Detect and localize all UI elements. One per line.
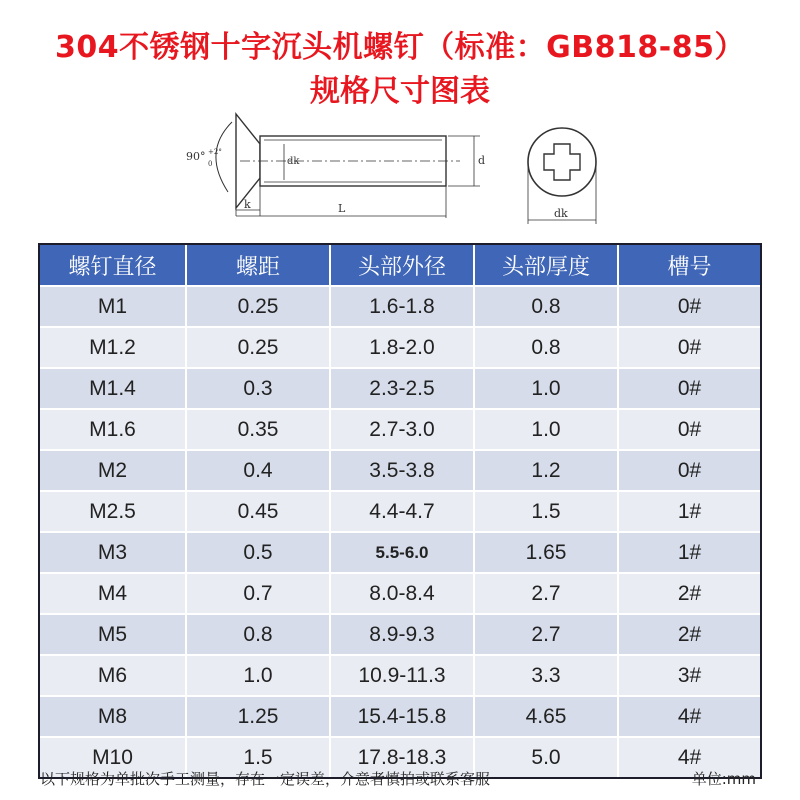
cell-slot-number: 0# [619,451,760,492]
cell-pitch: 0.45 [187,492,331,533]
cell-head-diameter: 15.4-15.8 [331,697,475,738]
cell-head-diameter: 2.3-2.5 [331,369,475,410]
cell-pitch: 1.25 [187,697,331,738]
table-row [40,615,760,656]
cell-diameter: M2.5 [40,492,187,533]
cell-head-diameter: 3.5-3.8 [331,451,475,492]
cell-diameter: M8 [40,697,187,738]
cell-diameter: M1.2 [40,328,187,369]
l-label: L [338,202,346,215]
cell-diameter: M10 [40,738,187,777]
table-row [40,656,760,697]
page-title: 304不锈钢十字沉头机螺钉（标准：GB818-85） [55,30,745,65]
cell-pitch: 1.5 [187,738,331,777]
cell-pitch: 0.8 [187,615,331,656]
screw-dimension-diagram [180,96,620,236]
table-row [40,410,760,451]
cell-head-diameter: 5.5-6.0 [331,533,475,574]
cell-slot-number: 1# [619,533,760,574]
cell-head-diameter: 10.9-11.3 [331,656,475,697]
cell-diameter: M2 [40,451,187,492]
header-head-thickness: 头部厚度 [475,245,619,287]
footer-note: 以下规格为单批次手工测量，存在一定误差，介意者慎拍或联系客服 [40,770,491,788]
cell-head-thickness: 1.65 [475,533,619,574]
header-head-diameter: 头部外径 [331,245,475,287]
cell-diameter: M1.6 [40,410,187,451]
cell-diameter: M6 [40,656,187,697]
cell-diameter: M1.4 [40,369,187,410]
cell-pitch: 0.7 [187,574,331,615]
cell-slot-number: 0# [619,287,760,328]
table-row [40,328,760,369]
cell-head-diameter: 1.6-1.8 [331,287,475,328]
cell-head-thickness: 0.8 [475,287,619,328]
angle-arc [216,122,232,192]
cell-slot-number: 3# [619,656,760,697]
cell-pitch: 0.4 [187,451,331,492]
cell-diameter: M1 [40,287,187,328]
cell-head-thickness: 2.7 [475,574,619,615]
cell-pitch: 1.0 [187,656,331,697]
cell-pitch: 0.25 [187,287,331,328]
cell-head-diameter: 1.8-2.0 [331,328,475,369]
cell-head-thickness: 1.0 [475,410,619,451]
header-pitch: 螺距 [187,245,331,287]
cell-head-thickness: 3.3 [475,656,619,697]
phillips-cross [544,144,580,180]
k-label: k [244,198,251,211]
cell-pitch: 0.25 [187,328,331,369]
cell-head-diameter: 17.8-18.3 [331,738,475,777]
cell-head-diameter: 8.0-8.4 [331,574,475,615]
head-end-view [528,128,596,196]
cell-pitch: 0.5 [187,533,331,574]
dk-label: dk [554,207,568,220]
cell-head-thickness: 1.0 [475,369,619,410]
dk-inner-label: dk [287,156,300,167]
cell-diameter: M5 [40,615,187,656]
header-diameter: 螺钉直径 [40,245,187,287]
cell-head-thickness: 0.8 [475,328,619,369]
cell-head-diameter: 2.7-3.0 [331,410,475,451]
cell-pitch: 0.3 [187,369,331,410]
cell-slot-number: 2# [619,615,760,656]
table-row [40,533,760,574]
cell-head-thickness: 1.5 [475,492,619,533]
table-row [40,287,760,328]
cell-head-diameter: 4.4-4.7 [331,492,475,533]
footer-unit: 单位:mm [691,770,756,788]
cell-slot-number: 0# [619,410,760,451]
header-slot-number: 槽号 [619,245,760,287]
spec-table [38,243,762,779]
cell-head-thickness: 1.2 [475,451,619,492]
cell-slot-number: 0# [619,328,760,369]
cell-head-thickness: 2.7 [475,615,619,656]
cell-head-diameter: 8.9-9.3 [331,615,475,656]
cell-slot-number: 4# [619,697,760,738]
cell-diameter: M3 [40,533,187,574]
table-row [40,492,760,533]
cell-head-thickness: 5.0 [475,738,619,777]
d-label: d [478,154,486,167]
table-row [40,451,760,492]
table-row [40,697,760,738]
cell-head-thickness: 4.65 [475,697,619,738]
angle-tol-bottom: 0 [208,160,213,168]
cell-diameter: M4 [40,574,187,615]
cell-slot-number: 2# [619,574,760,615]
table-row [40,574,760,615]
page-subtitle: 规格尺寸图表 [310,74,490,109]
angle-tol-top: +2° [208,148,222,156]
cell-slot-number: 4# [619,738,760,777]
table-header-row [40,245,760,287]
cell-slot-number: 1# [619,492,760,533]
cell-pitch: 0.35 [187,410,331,451]
angle-label: 90° [186,150,206,163]
table-row [40,369,760,410]
cell-slot-number: 0# [619,369,760,410]
